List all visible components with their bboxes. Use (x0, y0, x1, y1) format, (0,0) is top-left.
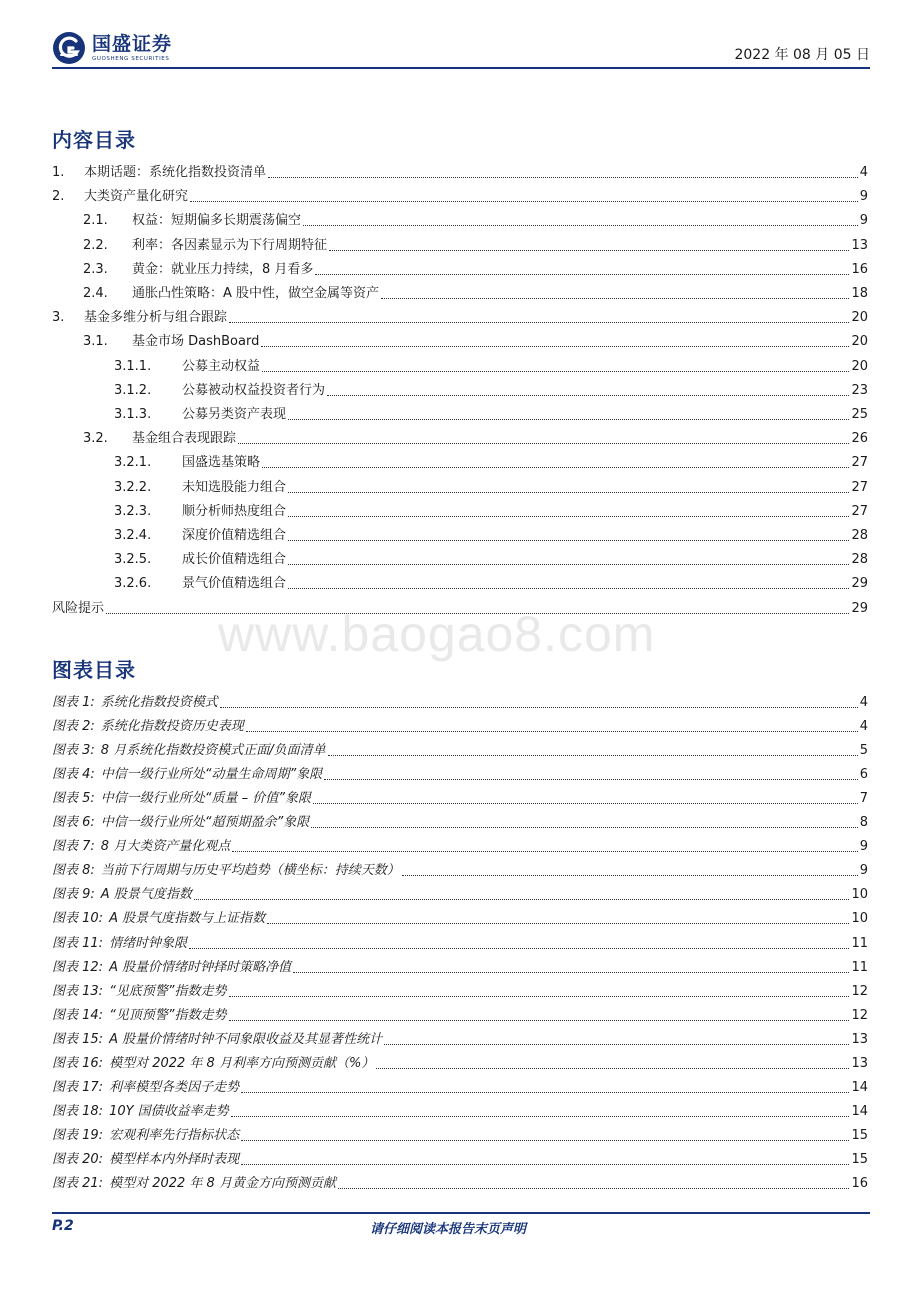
toc-leader-dots (262, 466, 849, 468)
company-logo (52, 30, 172, 66)
toc-leader-dots (288, 418, 849, 420)
figure-entry-page: 11 (851, 959, 868, 975)
toc-entry-page: 23 (851, 382, 868, 398)
toc-entry-number: 1. (52, 165, 65, 180)
toc-entry-title: 基金组合表现跟踪 (132, 431, 237, 447)
figure-entry-label: 图表 10: (52, 911, 104, 927)
figure-entry-label: 图表 11: (52, 935, 104, 951)
toc-leader-dots (303, 224, 858, 226)
toc-leader-dots (238, 442, 849, 444)
toc-entry-page: 28 (851, 552, 868, 568)
figure-entry-page: 14 (851, 1079, 868, 1095)
figure-entry-label: 图表 4: (52, 767, 95, 783)
toc-entry-page: 20 (851, 310, 868, 326)
toc-entry-page: 27 (851, 455, 868, 471)
figure-entry[interactable] (52, 1077, 868, 1097)
toc-entry[interactable] (52, 162, 868, 182)
figure-entry-page: 4 (859, 695, 868, 710)
company-name-en: GUOSHENG SECURITIES (92, 56, 170, 62)
figure-entry-title: 10Y 国债收益率走势 (109, 1103, 229, 1119)
figure-leader-dots (241, 1091, 849, 1093)
toc-entry-number: 2. (52, 189, 65, 205)
figure-entry-page: 11 (851, 935, 868, 951)
toc-entry-page: 13 (851, 237, 868, 253)
toc-entry-title: 国盛选基策略 (182, 455, 261, 471)
figure-entry-label: 图表 17: (52, 1079, 104, 1095)
figure-entry-page: 14 (851, 1103, 868, 1119)
figure-entry-title: 中信一级行业所处“质量 – 价值”象限 (100, 791, 312, 807)
toc-entry-page: 27 (851, 503, 868, 519)
figure-entry-label: 图表 15: (52, 1031, 104, 1047)
figure-list-heading: 图表目录 (52, 658, 136, 682)
toc-entry-number: 2.2. (83, 237, 108, 253)
toc-entry[interactable] (52, 235, 868, 255)
toc-leader-dots (329, 249, 849, 251)
page-header (52, 26, 870, 70)
figure-entry-title: 模型样本内外择时表现 (109, 1151, 240, 1167)
toc-entry[interactable] (52, 477, 868, 497)
figure-entry-title: 利率模型各类因子走势 (109, 1079, 240, 1095)
logo-wordmark (92, 33, 172, 63)
figure-leader-dots (232, 850, 858, 852)
figure-entry[interactable] (52, 1149, 868, 1169)
toc-entry-number: 3. (52, 310, 65, 326)
toc-leader-dots (262, 370, 849, 372)
toc-entry-number: 3.2. (83, 431, 108, 447)
figure-leader-dots (311, 826, 857, 828)
figure-leader-dots (241, 1139, 849, 1141)
toc-entry[interactable] (52, 549, 868, 569)
figure-leader-dots (293, 971, 849, 973)
figure-entry[interactable] (52, 836, 868, 856)
figure-entry-label: 图表 5: (52, 791, 95, 807)
header-divider (52, 67, 870, 69)
toc-leader-dots (288, 587, 849, 589)
figure-entry-title: 模型对 2022 年 8 月利率方向预测贡献（%） (109, 1055, 375, 1071)
figure-entry[interactable] (52, 740, 868, 760)
toc-entry[interactable] (52, 501, 868, 521)
toc-entry[interactable] (52, 380, 868, 400)
toc-entry-number: 3.2.4. (114, 528, 152, 543)
figure-entry-label: 图表 13: (52, 983, 104, 999)
toc-entry-title: 大类资产量化研究 (84, 189, 189, 205)
figure-entry-page: 16 (851, 1176, 868, 1191)
toc-entry-page: 20 (851, 358, 868, 374)
toc-entry-title: 未知选股能力组合 (182, 479, 287, 495)
toc-entry-number: 3.2.2. (114, 479, 152, 495)
figure-entry-page: 12 (851, 983, 868, 999)
figure-entry-label: 图表 20: (52, 1151, 104, 1167)
figure-leader-dots (246, 730, 858, 732)
figure-entry-page: 15 (851, 1151, 868, 1167)
figure-entry-page: 15 (851, 1127, 868, 1143)
toc-entry[interactable] (52, 331, 868, 351)
figure-leader-dots (324, 778, 857, 780)
figure-entry[interactable] (52, 716, 868, 736)
toc-leader-dots (261, 345, 849, 347)
figure-leader-dots (229, 1019, 850, 1021)
figure-entry-page: 7 (859, 791, 868, 807)
figure-entry-page: 13 (851, 1031, 868, 1047)
toc-entry-page: 27 (851, 479, 868, 495)
toc-entry-number: 2.3. (83, 261, 108, 277)
company-name-cn: 国盛证券 (92, 33, 173, 55)
figure-entry-title: 中信一级行业所处“动量生命周期”象限 (100, 767, 323, 783)
toc-entry-page: 29 (851, 576, 868, 592)
figure-entry[interactable] (52, 1125, 868, 1145)
figure-entry-title: 模型对 2022 年 8 月黄金方向预测贡献 (109, 1176, 336, 1191)
figure-entry-title: 系统化指数投资历史表现 (100, 719, 244, 735)
figure-entry-label: 图表 14: (52, 1007, 104, 1023)
toc-leader-dots (190, 200, 858, 202)
toc-entry-title: 通胀凸性策略：A 股中性，做空金属等资产 (132, 286, 380, 301)
toc-entry-page: 18 (851, 286, 868, 301)
figure-leader-dots (241, 1163, 849, 1165)
toc-leader-dots (288, 563, 849, 565)
toc-leader-dots (315, 273, 849, 275)
figure-entry-title: 宏观利率先行指标状态 (109, 1127, 240, 1143)
figure-entry-title: 中信一级行业所处“超预期盈余”象限 (100, 815, 310, 831)
figure-entry-page: 6 (859, 767, 868, 783)
figure-entry[interactable] (52, 788, 868, 808)
toc-entry-number: 2.1. (83, 213, 108, 229)
figure-entry-title: “见顶预警”指数走势 (109, 1007, 227, 1023)
figure-entry[interactable] (52, 860, 868, 880)
figure-leader-dots (384, 1043, 849, 1045)
toc-entry-page: 26 (851, 431, 868, 447)
toc-entry-page: 4 (859, 165, 868, 180)
toc-leader-dots (268, 176, 858, 178)
figure-leader-dots (189, 947, 849, 949)
figure-leader-dots (402, 874, 858, 876)
toc-entry-title: 顺分析师热度组合 (182, 503, 287, 519)
figure-entry-page: 9 (859, 839, 868, 855)
toc-entry-page: 16 (851, 261, 868, 277)
toc-entry-number: 3.1.2. (114, 382, 152, 398)
figure-entry-label: 图表 1: (52, 695, 95, 710)
figure-entry[interactable] (52, 957, 868, 977)
figure-entry[interactable] (52, 981, 868, 1001)
toc-entry-number: 3.1.1. (114, 358, 152, 374)
figure-leader-dots (376, 1067, 849, 1069)
figure-leader-dots (267, 922, 849, 924)
toc-entry-page: 9 (859, 213, 868, 229)
page-number: P.2 (52, 1218, 74, 1234)
toc-entry-title: 公募主动权益 (182, 358, 261, 374)
toc-entry[interactable] (52, 573, 868, 593)
figure-entry-label: 图表 8: (52, 863, 95, 879)
figure-entry[interactable] (52, 692, 868, 712)
toc-entry-page: 29 (851, 600, 868, 616)
figure-entry[interactable] (52, 812, 868, 832)
figure-leader-dots (231, 1115, 850, 1117)
toc-entry[interactable] (52, 210, 868, 230)
toc-entry[interactable] (52, 283, 868, 303)
toc-entry[interactable] (52, 428, 868, 448)
toc-entry-number: 3.1. (83, 334, 108, 350)
figure-entry[interactable] (52, 908, 868, 928)
figure-entry-title: “见底预警”指数走势 (109, 983, 227, 999)
toc-entry-number: 3.1.3. (114, 407, 152, 422)
figure-entry-label: 图表 16: (52, 1055, 104, 1071)
toc-entry-page: 20 (851, 334, 868, 350)
figure-entry-title: 情绪时钟象限 (109, 935, 188, 951)
figure-leader-dots (313, 802, 858, 804)
toc-entry-number: 2.4. (83, 286, 108, 301)
toc-entry-title: 基金多维分析与组合跟踪 (84, 310, 228, 326)
figure-entry[interactable] (52, 1029, 868, 1049)
figure-entry-page: 10 (851, 887, 868, 903)
figure-entry-label: 图表 6: (52, 815, 95, 831)
toc-entry-title: 黄金：就业压力持续，8 月看多 (132, 261, 314, 277)
toc-entry-page: 9 (859, 189, 868, 205)
toc-entry-title: 风险提示 (52, 600, 105, 616)
report-date: 2022 年 08 月 05 日 (734, 47, 870, 63)
toc-entry[interactable] (52, 259, 868, 279)
figure-entry-title: 当前下行周期与历史平均趋势（横坐标：持续天数） (100, 863, 400, 879)
toc-entry[interactable] (52, 404, 868, 424)
toc-entry[interactable] (52, 186, 868, 206)
toc-leader-dots (229, 321, 849, 323)
figure-entry[interactable] (52, 1005, 868, 1025)
figure-entry[interactable] (52, 1101, 868, 1121)
figure-entry-title: A 股景气度指数 (100, 887, 192, 903)
toc-leader-dots (288, 539, 849, 541)
figure-entry-label: 图表 12: (52, 959, 104, 975)
toc-entry-title: 利率：各因素显示为下行周期特征 (132, 237, 328, 253)
toc-leader-dots (381, 297, 849, 299)
figure-leader-dots (338, 1187, 850, 1189)
figure-entry[interactable] (52, 764, 868, 784)
figure-entry-label: 图表 2: (52, 719, 95, 735)
figure-entry-title: A 股景气度指数与上证指数 (109, 911, 266, 927)
toc-entry-page: 28 (851, 528, 868, 543)
toc-entry-title: 基金市场 DashBoard (132, 334, 260, 350)
figure-entry-title: 8 月大类资产量化观点 (100, 839, 231, 855)
figure-leader-dots (194, 898, 850, 900)
toc-entry[interactable] (52, 307, 868, 327)
toc-entry-title: 本期话题：系统化指数投资清单 (84, 165, 267, 180)
toc-entry-page: 25 (851, 407, 868, 422)
guosheng-logo-icon (52, 31, 86, 65)
figure-entry-title: 系统化指数投资模式 (100, 695, 218, 710)
footer-divider (52, 1212, 870, 1214)
toc-entry-title: 深度价值精选组合 (182, 528, 287, 543)
figure-leader-dots (220, 706, 858, 708)
figure-entry-label: 图表 3: (52, 743, 95, 759)
figure-leader-dots (328, 754, 858, 756)
toc-entry-number: 3.2.3. (114, 503, 152, 519)
figure-entry-label: 图表 7: (52, 839, 95, 855)
figure-entry-title: A 股量价情绪时钟择时策略净值 (109, 959, 292, 975)
figure-entry-page: 13 (851, 1055, 868, 1071)
toc-entry-number: 3.2.6. (114, 576, 152, 592)
figure-entry-label: 图表 9: (52, 887, 95, 903)
toc-entry-number: 3.2.1. (114, 455, 152, 471)
toc-entry-title: 公募被动权益投资者行为 (182, 382, 326, 398)
figure-entry[interactable] (52, 1053, 868, 1073)
figure-entry-page: 10 (851, 911, 868, 927)
toc-leader-dots (288, 515, 849, 517)
disclaimer-note: 请仔细阅读本报告末页声明 (370, 1222, 527, 1237)
figure-entry[interactable] (52, 1173, 868, 1193)
figure-entry-page: 8 (859, 815, 868, 831)
figure-entry-title: A 股量价情绪时钟不同象限收益及其显著性统计 (109, 1031, 383, 1047)
toc-entry[interactable] (52, 452, 868, 472)
figure-entry-title: 8 月系统化指数投资模式正面/负面清单 (100, 743, 326, 759)
figure-entry-page: 5 (859, 743, 868, 759)
figure-entry-page: 9 (859, 863, 868, 879)
toc-entry-title: 成长价值精选组合 (182, 552, 287, 568)
toc-heading: 内容目录 (52, 128, 136, 152)
toc-leader-dots (327, 394, 849, 396)
figure-entry-label: 图表 19: (52, 1127, 104, 1143)
toc-entry[interactable] (52, 525, 868, 545)
toc-entry-title: 权益：短期偏多长期震荡偏空 (132, 213, 302, 229)
figure-entry-label: 图表 18: (52, 1103, 104, 1119)
figure-leader-dots (229, 995, 850, 997)
figure-entry[interactable] (52, 884, 868, 904)
figure-entry[interactable] (52, 933, 868, 953)
figure-entry-page: 12 (851, 1007, 868, 1023)
toc-entry-number: 3.2.5. (114, 552, 152, 568)
toc-entry-title: 景气价值精选组合 (182, 576, 287, 592)
toc-entry[interactable] (52, 356, 868, 376)
toc-leader-dots (288, 491, 849, 493)
figure-entry-page: 4 (859, 719, 868, 735)
figure-entry-label: 图表 21: (52, 1176, 104, 1191)
toc-entry-title: 公募另类资产表现 (182, 407, 287, 422)
watermark: www.baogao8.com (218, 606, 656, 662)
